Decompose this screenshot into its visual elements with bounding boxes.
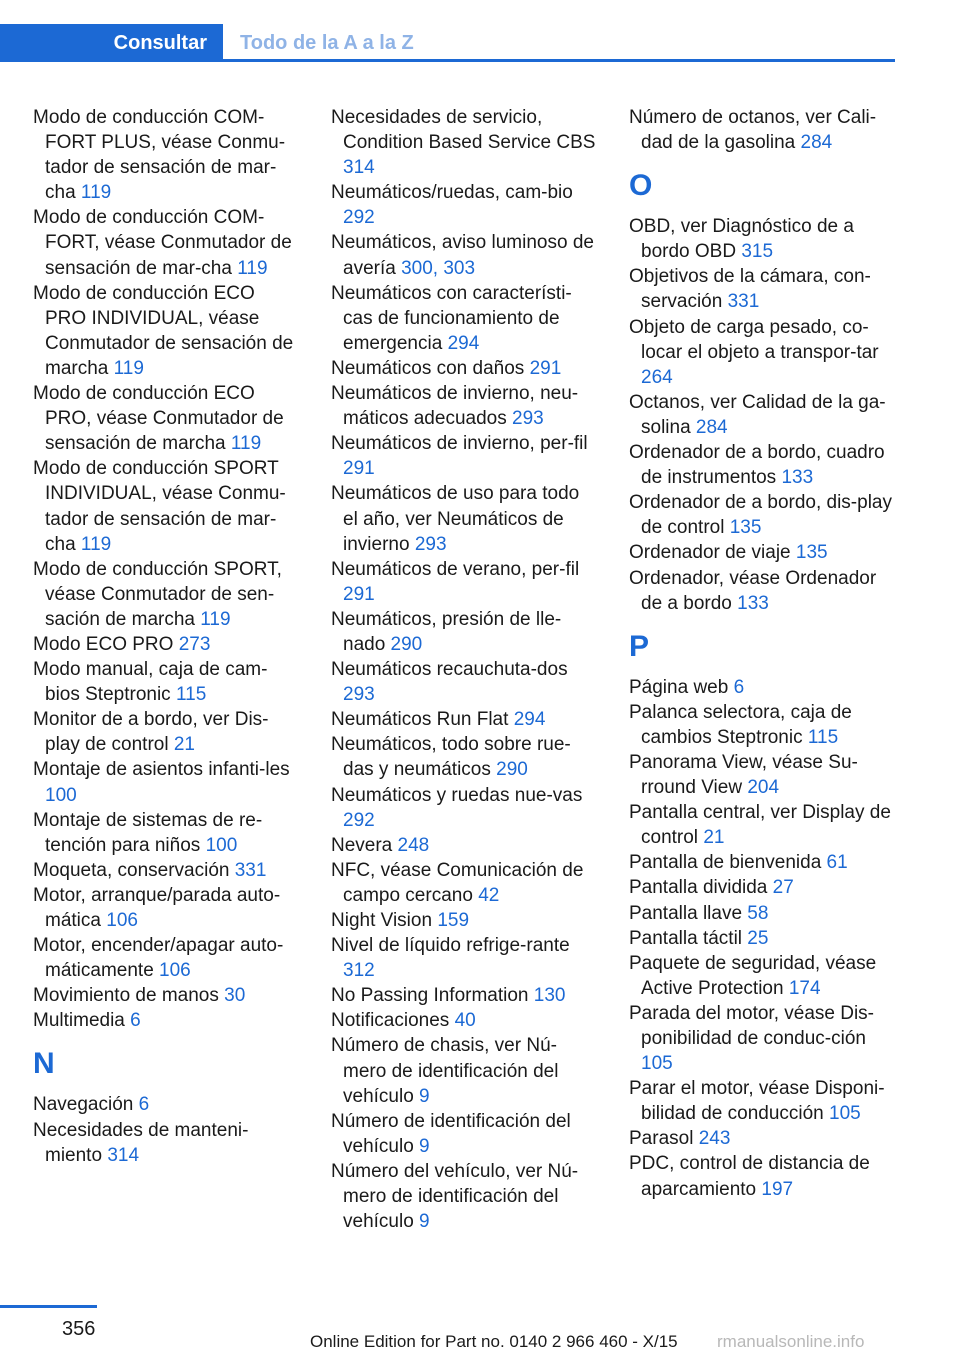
page-reference-link[interactable]: 292 [343, 809, 375, 831]
index-entry [33, 632, 301, 657]
index-entry [629, 700, 897, 750]
index-letter-heading: P [629, 629, 650, 663]
index-entry-text: Neumáticos, todo sobre rue‐das y neumáticos [331, 734, 571, 781]
index-entry-text: Nevera [331, 834, 398, 856]
page-reference-link[interactable]: 9 [419, 1211, 430, 1233]
index-entry-text: Modo de conducción COM‐FORT PLUS, véase Conmu‐tador de sensación de mar‐cha [33, 107, 286, 204]
index-entry [629, 214, 897, 264]
page-reference-link[interactable]: 133 [781, 467, 814, 489]
index-entry [331, 1159, 599, 1234]
index-entry-text: Necesidades de servicio, Condition Based Service CBS [331, 107, 596, 154]
index-entry-text: Neumáticos, aviso luminoso de avería [331, 232, 594, 279]
index-entry [33, 557, 301, 632]
index-entry [331, 230, 599, 280]
page-reference-link[interactable]: 291 [529, 357, 562, 379]
page-reference-link[interactable]: 21 [703, 827, 725, 849]
index-entry-text: Pantalla dividida [629, 877, 773, 899]
index-letter-heading: N [33, 1047, 55, 1081]
index-entry-text: Monitor de a bordo, ver Dis‐play de control [33, 709, 269, 756]
index-entry [331, 381, 599, 431]
index-entry [629, 315, 897, 390]
index-entry-text: Neumáticos con característi‐cas de funcionamiento de emergencia [331, 282, 572, 354]
index-entry [629, 1151, 897, 1201]
page-reference-link[interactable]: 294 [513, 709, 546, 731]
index-entry [629, 926, 897, 951]
page-reference-link[interactable]: 106 [106, 910, 138, 931]
page-reference-link[interactable]: 6 [130, 1010, 141, 1032]
index-entry-text: Neumáticos Run Flat [331, 709, 514, 731]
index-entry [331, 607, 599, 657]
index-entry [331, 783, 599, 833]
page-reference-link[interactable]: 58 [747, 902, 769, 924]
tab-consultar[interactable] [0, 24, 223, 62]
index-entry-text: Ordenador de a bordo, dis‐play de control [629, 492, 892, 539]
index-entry-text: Pantalla central, ver Display de control [629, 802, 891, 849]
page-reference-link[interactable]: 331 [234, 859, 267, 881]
page-reference-link[interactable]: 119 [200, 608, 231, 630]
page-reference-link[interactable]: 315 [741, 241, 774, 263]
page-reference-link[interactable]: 293 [414, 533, 447, 555]
index-entry [331, 180, 599, 230]
page-reference-link[interactable]: 9 [419, 1085, 430, 1107]
index-entry-text: Nivel de líquido refrige‐rante [331, 935, 570, 957]
index-entry-text: Modo de conducción SPORT INDIVIDUAL, véase Conmu‐tador de sensación de mar‐cha [33, 458, 286, 555]
index-entry [331, 281, 599, 356]
page-reference-link[interactable]: 159 [437, 910, 470, 931]
edition-text: Online Edition for Part no. 0140 2 966 460 - X/15 [310, 1332, 678, 1351]
index-entry-text: Neumáticos/ruedas, cam‐bio [331, 182, 573, 204]
index-entry [331, 481, 599, 556]
page-reference-link[interactable]: 291 [343, 583, 375, 605]
page-reference-link[interactable]: 106 [159, 960, 191, 982]
index-entry-text: Número de identificación del vehículo [331, 1110, 571, 1157]
page-reference-link[interactable]: 21 [173, 734, 195, 756]
index-entry [33, 381, 301, 456]
page-reference-link[interactable]: 119 [80, 182, 112, 204]
index-entry [33, 281, 301, 381]
index-entry-text: Número de chasis, ver Nú‐mero de identificación del vehículo [331, 1035, 559, 1107]
index-entry [629, 264, 897, 314]
index-entry-text: Parasol [629, 1128, 699, 1150]
index-letter-heading: O [629, 169, 653, 203]
index-entry [629, 1076, 897, 1126]
page-reference-link[interactable]: 9 [419, 1135, 430, 1157]
index-entry [33, 707, 301, 757]
page-reference-link[interactable]: 284 [800, 132, 833, 154]
tab-consultar-label: Consultar [113, 31, 207, 54]
index-entry [629, 901, 897, 926]
index-entry-text: Número del vehículo, ver Nú‐mero de identificación del vehículo [331, 1160, 579, 1233]
index-entry [629, 800, 897, 850]
page-reference-link[interactable]: 6 [138, 1094, 150, 1116]
index-entry [629, 105, 897, 155]
index-entry-text: Neumáticos de uso para todo el año, ver Neumáticos de invierno [331, 483, 580, 555]
index-entry [33, 808, 301, 858]
page-reference-link[interactable]: 100 [45, 784, 77, 806]
page-reference-link[interactable]: 291 [343, 458, 375, 480]
index-entry [629, 1126, 897, 1151]
index-entry [331, 933, 599, 983]
page-reference-link[interactable]: 100 [205, 834, 238, 856]
index-entry-text: Página web [629, 676, 734, 698]
page-reference-link[interactable]: 290 [390, 633, 423, 655]
index-entry-text: Neumáticos con daños [331, 357, 530, 379]
index-entry [331, 657, 599, 707]
index-entry [33, 933, 301, 983]
header-divider [0, 59, 895, 62]
index-entry-text: Motor, encender/apagar auto‐máticamente [33, 935, 284, 982]
index-entry-text: Parada del motor, véase Dis‐ponibilidad de conduc‐ción [629, 1002, 875, 1049]
page-reference-link[interactable]: 284 [695, 416, 728, 438]
index-entry-text: Movimiento de manos [33, 985, 225, 1007]
index-entry-text: NFC, véase Comunicación de campo cercano [331, 859, 584, 906]
index-entry [331, 858, 599, 908]
index-column-2 [331, 105, 599, 1234]
index-entry [629, 490, 897, 540]
index-entry [331, 908, 599, 933]
index-entry-text: Navegación [33, 1094, 139, 1116]
index-entry [629, 875, 897, 900]
index-entry [33, 983, 301, 1008]
page-reference-link[interactable]: 293 [343, 684, 375, 706]
watermark: rmanualsonline.info [717, 1332, 865, 1351]
index-entry [629, 390, 897, 440]
page-reference-link[interactable]: 30 [224, 985, 246, 1007]
page-number: 356 [62, 1318, 96, 1340]
index-entry-text: Objeto de carga pesado, co‐locar el objeto a transpor‐tar [629, 316, 879, 363]
page-reference-link[interactable]: 25 [747, 927, 769, 949]
index-entry-text: Octanos, ver Calidad de la ga‐solina [629, 391, 886, 438]
index-entry-text: Modo de conducción SPORT, véase Conmutador de sen‐sación de marcha [33, 558, 282, 630]
index-entry-text: Neumáticos de invierno, per‐fil [331, 433, 588, 455]
page-reference-link[interactable]: 264 [641, 366, 673, 388]
page-reference-link[interactable]: 293 [512, 408, 544, 430]
index-entry-text: Modo manual, caja de cam‐bios Steptronic [33, 659, 268, 706]
index-entry-text: Pantalla táctil [629, 927, 748, 949]
index-entry-text: Ordenador de viaje [629, 542, 796, 564]
index-entry [331, 1033, 599, 1108]
index-entry [331, 557, 599, 607]
index-entry-text: Palanca selectora, caja de cambios Steptronic [629, 701, 852, 748]
page-reference-link[interactable]: 300, 303 [401, 257, 476, 279]
index-entry-text: Motor, arranque/parada auto‐mática [33, 884, 281, 931]
index-entry-text: OBD, ver Diagnóstico de a bordo OBD [629, 216, 854, 263]
page-reference-link[interactable]: 119 [80, 533, 112, 555]
index-entry-text: Ordenador de a bordo, cuadro de instrumentos [629, 442, 885, 489]
index-entry [331, 732, 599, 782]
page-reference-link[interactable]: 248 [397, 834, 430, 856]
index-entry-text: Moqueta, conservación [33, 859, 235, 881]
index-entry [33, 883, 301, 933]
index-entry [33, 1008, 301, 1033]
index-entry [629, 750, 897, 800]
index-entry-text: Montaje de asientos infanti‐les [33, 759, 290, 781]
page-reference-link[interactable]: 204 [747, 777, 780, 799]
index-entry [33, 205, 301, 280]
page-reference-link[interactable]: 119 [237, 257, 268, 279]
index-entry [331, 105, 599, 180]
index-entry [33, 858, 301, 883]
index-entry [629, 1001, 897, 1076]
page-reference-link[interactable]: 197 [761, 1178, 794, 1200]
index-entry-text: Modo de conducción ECO PRO, véase Conmutador de sensación de marcha [33, 383, 284, 455]
page-reference-link[interactable]: 135 [795, 542, 828, 564]
index-entry-text: Montaje de sistemas de re‐tención para niños [33, 809, 263, 856]
index-entry [629, 850, 897, 875]
index-entry-text: Panorama View, véase Su‐rround View [629, 751, 858, 799]
page-reference-link[interactable]: 130 [533, 985, 566, 1007]
index-entry-text: Multimedia [33, 1010, 131, 1032]
index-column-1 [33, 105, 301, 1168]
index-entry-text: Modo de conducción COM‐FORT, véase Conmutador de sensación de mar‐cha [33, 207, 292, 279]
index-entry-text: Neumáticos de verano, per‐fil [331, 558, 580, 580]
page-reference-link[interactable]: 292 [343, 207, 375, 229]
page-reference-link[interactable]: 135 [729, 517, 762, 539]
page-reference-link[interactable]: 290 [496, 759, 528, 781]
index-entry [331, 707, 599, 732]
index-entry [629, 566, 897, 616]
footer-divider [0, 1305, 97, 1308]
index-entry [33, 1118, 301, 1168]
page-reference-link[interactable]: 6 [733, 676, 745, 698]
index-entry [33, 456, 301, 556]
index-entry [331, 1008, 599, 1033]
page-reference-link[interactable]: 312 [343, 960, 375, 982]
page-reference-link[interactable]: 331 [727, 291, 760, 313]
page-reference-link[interactable]: 243 [698, 1128, 731, 1150]
page-reference-link[interactable]: 27 [772, 877, 794, 899]
page-reference-link[interactable]: 294 [447, 332, 480, 354]
index-entry [331, 1109, 599, 1159]
index-entry [33, 657, 301, 707]
page-reference-link[interactable]: 61 [826, 852, 848, 874]
index-entry-text: Pantalla de bienvenida [629, 852, 827, 874]
index-entry-text: Modo de conducción ECO PRO INDIVIDUAL, véase Conmutador de sensación de marcha [33, 282, 294, 379]
index-entry-text: Neumáticos recauchuta‐dos [331, 659, 568, 681]
index-entry-text: Paquete de seguridad, véase Active Protection [629, 952, 877, 999]
tab-todo-a-z[interactable] [240, 24, 414, 62]
page-reference-link[interactable]: 174 [788, 977, 821, 999]
index-entry [33, 757, 301, 807]
page-reference-link[interactable]: 314 [343, 157, 375, 179]
page-reference-link[interactable]: 105 [641, 1053, 673, 1075]
index-entry [331, 833, 599, 858]
page-reference-link[interactable]: 273 [178, 633, 211, 655]
page-reference-link[interactable]: 42 [478, 884, 500, 906]
index-entry-text: PDC, control de distancia de aparcamiento [629, 1153, 870, 1200]
page-reference-link[interactable]: 105 [829, 1103, 861, 1125]
page-reference-link[interactable]: 119 [113, 357, 144, 379]
index-entry-text: Parar el motor, véase Disponi‐bilidad de conducción [629, 1078, 885, 1125]
index-entry-text: No Passing Information [331, 985, 534, 1007]
index-entry-text: Número de octanos, ver Cali‐dad de la gasolina [629, 107, 877, 154]
index-entry [33, 105, 301, 205]
index-entry-text: Neumáticos y ruedas nue‐vas [331, 784, 583, 806]
page-reference-link[interactable]: 133 [737, 592, 769, 614]
index-entry [331, 431, 599, 481]
index-entry-text: Neumáticos de invierno, neu‐máticos adecuados [331, 383, 579, 430]
index-entry-text: Notificaciones [331, 1010, 455, 1032]
index-entry [331, 356, 599, 381]
index-entry [629, 675, 897, 700]
index-entry [33, 1092, 301, 1117]
page-reference-link[interactable]: 115 [175, 684, 207, 706]
page-reference-link[interactable]: 115 [807, 726, 839, 748]
index-entry [629, 951, 897, 1001]
page-reference-link[interactable]: 314 [107, 1144, 140, 1166]
index-entry-text: Ordenador, véase Ordenador de a bordo [629, 567, 877, 614]
page-reference-link[interactable]: 119 [230, 433, 262, 455]
index-entry-text: Neumáticos, presión de lle‐nado [331, 608, 562, 655]
tab-todo-a-z-label: Todo de la A a la Z [240, 31, 414, 54]
index-entry-text: Necesidades de manteni‐miento [33, 1119, 249, 1166]
index-entry [331, 983, 599, 1008]
page-reference-link[interactable]: 40 [454, 1010, 476, 1032]
index-entry-text: Objetivos de la cámara, con‐servación [629, 266, 871, 313]
index-entry [629, 540, 897, 565]
index-entry-text: Night Vision [331, 910, 438, 931]
index-entry-text: Pantalla llave [629, 902, 748, 924]
index-entry-text: Modo ECO PRO [33, 633, 179, 655]
index-entry [629, 440, 897, 490]
index-column-3 [629, 105, 897, 1202]
